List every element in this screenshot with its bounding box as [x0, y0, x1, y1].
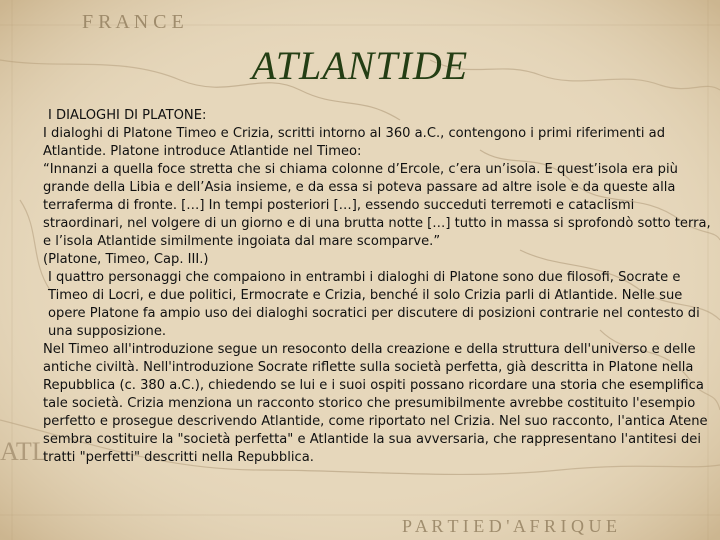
body-text [43, 107, 711, 467]
map-label-left: ATL [0, 437, 48, 466]
paragraph-citation: (Platone, Timeo, Cap. III.) [43, 252, 209, 267]
map-label-top: F R A N C E [82, 11, 184, 33]
slide-title: ATLANTIDE [251, 43, 469, 88]
paragraph-quote: “Innanzi a quella foce stretta che si chiama colonne d’Ercole, c’era un’isola. E quest’isola era più grande della Libia e dell’Asia insieme, e da essa si poteva passare ad altre isole e da queste alla terraferma di fronte. […] In tempi posteriori […], essendo succeduti terremoti e cataclismi straordinari, nel volgere di un giorno e di una brutta notte […] tutto in massa si sprofondò sotto terra, e l’isola Atlantide similmente ingoiata dal mare scomparve.” [43, 162, 711, 249]
paragraph-characters: I quattro personaggi che compaiono in entrambi i dialoghi di Platone sono due filosofi, Socrate e Timeo di Locri, e due politici, Ermocrate e Crizia, benché il solo Crizia parli di Atlantide. Nelle sue opere Platone fa ampio uso dei dialoghi socratici per discutere di posizioni contrarie nel contesto di una supposizione. [48, 270, 700, 339]
paragraph-intro: I dialoghi di Platone Timeo e Crizia, scritti intorno al 360 a.C., contengono i primi riferimenti ad Atlantide. Platone introduce Atlantide nel Timeo: [43, 126, 666, 159]
paragraph-timeo: Nel Timeo all'introduzione segue un resoconto della creazione e della struttura dell'universo e delle antiche civiltà. Nell'introduzione Socrate riflette sulla società perfetta, già descritta in Platone nella Repubblica (c. 380 a.C.), chiedendo se lui e i suoi ospiti possano ricordare una storia che esemplifica tale società. Crizia menziona un racconto storico che presumibilmente avrebbe costituito l'esempio perfetto e prosegue descrivendo Atlantide, come riportato nel Crizia. Nel suo racconto, l'antica Atene sembra costituire la "società perfetta" e Atlantide la sua avversaria, che rappresentano l'antitesi dei tratti "perfetti" descritti nella Repubblica. [43, 342, 708, 465]
map-label-bottom: P A R T I E D ' A F R I Q U E [402, 516, 617, 536]
section-heading: I DIALOGHI DI PLATONE: [48, 108, 207, 123]
